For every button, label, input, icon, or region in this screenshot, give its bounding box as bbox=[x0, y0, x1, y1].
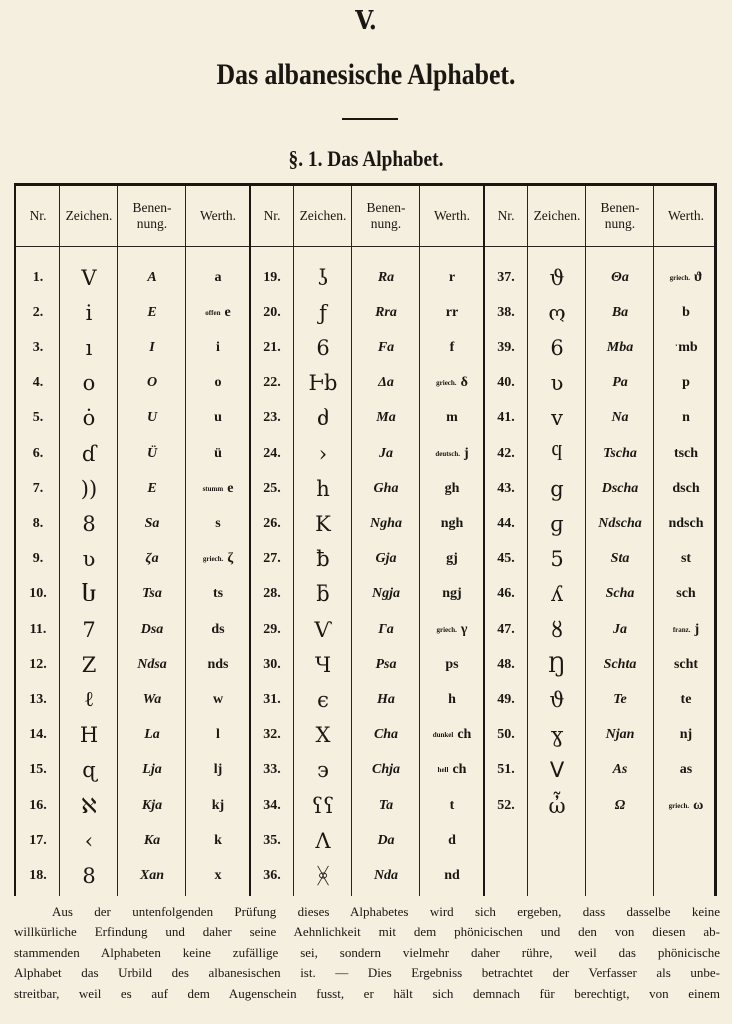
row-number: 48. bbox=[497, 656, 515, 672]
letter-value: ds bbox=[211, 621, 225, 637]
paragraph-line: willkürliche Erfindung und daher seine Aehnlichkeit mit dem phönicischen und den von diesen ab- bbox=[14, 924, 720, 940]
letter-value bbox=[420, 436, 484, 471]
albanian-glyph: h bbox=[316, 476, 330, 501]
letter-value: ü bbox=[214, 445, 222, 461]
albanian-glyph: Λ bbox=[315, 828, 331, 853]
albanian-glyph: ɣ bbox=[550, 723, 564, 748]
value-text: ϑ bbox=[694, 269, 703, 285]
value-note: offen bbox=[205, 308, 221, 317]
letter-value: nd bbox=[444, 867, 460, 883]
letter-value: gh bbox=[444, 480, 460, 496]
row-number: 39. bbox=[497, 339, 515, 355]
albanian-glyph: ϑ bbox=[549, 687, 565, 712]
value-note: deutsch. bbox=[435, 449, 461, 458]
albanian-glyph: Ч bbox=[314, 652, 332, 677]
header-benennung: Benen- nung. bbox=[366, 200, 406, 231]
letter-name: Ngja bbox=[372, 586, 400, 602]
letter-name: Ra bbox=[377, 269, 395, 285]
title-divider bbox=[342, 118, 398, 120]
letter-name: U bbox=[146, 410, 158, 426]
value-text: j bbox=[694, 621, 700, 637]
paragraph-line: Aus der untenfolgenden Prüfung dieses Alphabetes wird sich ergeben, dass dasselbe keine bbox=[52, 904, 720, 919]
letter-value: kj bbox=[211, 797, 225, 813]
albanian-glyph: ɋ bbox=[82, 758, 96, 783]
albanian-glyph: ℓ bbox=[83, 687, 95, 712]
letter-name: Ja bbox=[379, 445, 393, 461]
row-number: 20. bbox=[263, 304, 281, 320]
row-number: 26. bbox=[263, 515, 281, 531]
header-werth: Werth. bbox=[199, 208, 237, 223]
row-number: 31. bbox=[263, 691, 281, 707]
albanian-glyph: ʖ bbox=[317, 265, 329, 290]
albanian-glyph: ʋ bbox=[82, 547, 96, 572]
letter-name: Scha bbox=[605, 586, 635, 602]
row-number: 2. bbox=[32, 304, 44, 320]
header-benennung: Benen- nung. bbox=[132, 200, 172, 231]
albanian-glyph: 8 bbox=[82, 863, 96, 888]
row-number: 28. bbox=[263, 586, 281, 602]
albanian-glyph: ɡ bbox=[550, 511, 564, 536]
row-number: 43. bbox=[497, 480, 515, 496]
albanian-glyph: ɗ bbox=[81, 441, 97, 466]
letter-name: Fa bbox=[377, 339, 395, 355]
letter-value: p bbox=[682, 375, 690, 391]
letter-value: b bbox=[682, 304, 690, 320]
header-zeichen: Zeichen. bbox=[299, 208, 347, 223]
albanian-glyph: є bbox=[317, 687, 329, 712]
letter-name: Wa bbox=[142, 691, 162, 707]
letter-value: rr bbox=[445, 304, 459, 320]
letter-value bbox=[186, 295, 250, 330]
row-number: 11. bbox=[29, 621, 47, 637]
row-number: 34. bbox=[263, 797, 281, 813]
letter-name: Mba bbox=[606, 339, 634, 355]
letter-value: x bbox=[214, 867, 222, 883]
letter-value: f bbox=[449, 339, 455, 355]
letter-value: ps bbox=[445, 656, 459, 672]
row-number: 29. bbox=[263, 621, 281, 637]
letter-value: r bbox=[448, 269, 456, 285]
letter-value: ndsch bbox=[668, 515, 704, 531]
letter-name: Da bbox=[377, 832, 395, 848]
row-number: 4. bbox=[32, 375, 44, 391]
letter-name: Ngha bbox=[370, 515, 402, 531]
letter-name: Cha bbox=[373, 727, 399, 743]
letter-value: lj bbox=[213, 762, 223, 778]
letter-name: Chja bbox=[371, 762, 400, 778]
letter-name: Dsa bbox=[140, 621, 164, 637]
letter-name: Njan bbox=[605, 727, 635, 743]
letter-value: i bbox=[216, 339, 220, 355]
letter-value bbox=[420, 718, 484, 753]
value-note: griech. bbox=[669, 273, 691, 282]
albanian-glyph: Z bbox=[81, 652, 97, 677]
albanian-glyph: ὦ bbox=[548, 793, 566, 818]
row-number: 40. bbox=[497, 375, 515, 391]
albanian-glyph: V bbox=[81, 265, 97, 290]
row-number: 25. bbox=[263, 480, 281, 496]
row-number: 38. bbox=[497, 304, 515, 320]
letter-name: Nda bbox=[373, 867, 399, 883]
albanian-glyph: Ѵ bbox=[313, 617, 333, 642]
letter-name: Ka bbox=[143, 832, 161, 848]
letter-name: Tscha bbox=[603, 445, 637, 461]
paragraph-line: stammenden Alphabeten keine zufällige sei, sondern vielmehr daher rühre, weil das phönicische bbox=[14, 944, 720, 960]
letter-value: nj bbox=[679, 727, 693, 743]
letter-value: ts bbox=[212, 586, 224, 602]
row-number: 1. bbox=[32, 269, 44, 285]
letter-name: Θa bbox=[611, 269, 629, 285]
value-note: griech. bbox=[436, 625, 457, 634]
letter-value: ˑmb bbox=[674, 339, 698, 355]
letter-value: t bbox=[449, 797, 455, 813]
letter-name: Ü bbox=[146, 445, 158, 461]
albanian-glyph: v bbox=[551, 406, 563, 431]
paragraph-line: Alphabet das Urbild des albanesischen ist. — Dies Ergebniss betrachtet der Verfasser als unbe- bbox=[14, 965, 720, 981]
row-number: 36. bbox=[263, 867, 281, 883]
letter-value: ngj bbox=[442, 586, 462, 602]
albanian-glyph: 6 bbox=[316, 335, 330, 360]
letter-name: La bbox=[144, 727, 160, 743]
header-nr: Nr. bbox=[29, 208, 47, 223]
letter-value: sch bbox=[676, 586, 696, 602]
row-number: 16. bbox=[29, 797, 47, 813]
letter-value: u bbox=[214, 410, 222, 426]
value-text: ζ bbox=[227, 551, 234, 567]
letter-value: te bbox=[680, 691, 692, 707]
header-benennung: Benen- nung. bbox=[600, 200, 640, 231]
albanian-glyph: Ⴑ bbox=[81, 582, 97, 607]
row-number: 33. bbox=[263, 762, 281, 778]
letter-value: k bbox=[214, 832, 222, 848]
albanian-glyph: 5 bbox=[550, 547, 564, 572]
row-number: 49. bbox=[497, 691, 515, 707]
letter-value bbox=[420, 612, 484, 647]
albanian-glyph: o bbox=[82, 371, 96, 396]
albanian-glyph: ȯ bbox=[82, 406, 96, 431]
letter-value: h bbox=[448, 691, 456, 707]
row-number: 47. bbox=[497, 621, 515, 637]
body-paragraph bbox=[14, 902, 720, 1004]
letter-value bbox=[420, 366, 484, 401]
albanian-glyph: X bbox=[315, 723, 331, 748]
albanian-glyph: ⴸ bbox=[549, 758, 565, 783]
albanian-glyph: ı bbox=[85, 335, 93, 360]
row-number: 35. bbox=[263, 832, 281, 848]
row-number: 12. bbox=[29, 656, 47, 672]
albanian-glyph: ϑ bbox=[549, 265, 565, 290]
letter-name: Pa bbox=[612, 375, 628, 391]
albanian-glyph: 8 bbox=[82, 511, 96, 536]
letter-name: Na bbox=[611, 410, 629, 426]
header-zeichen: Zeichen. bbox=[65, 208, 113, 223]
letter-name: O bbox=[146, 375, 158, 391]
row-number: 23. bbox=[263, 410, 281, 426]
header-zeichen: Zeichen. bbox=[533, 208, 581, 223]
value-text: j bbox=[464, 445, 469, 461]
paragraph-line: streitbar, weil es auf dem Augenschein fusst, er hält sich demnach für berechtigt, von einem bbox=[14, 985, 720, 1001]
letter-name: Gha bbox=[373, 480, 399, 496]
albanian-glyph: K bbox=[315, 511, 331, 536]
albanian-glyph: ‹ bbox=[84, 828, 94, 853]
letter-value: n bbox=[682, 410, 690, 426]
albanian-glyph: ძ bbox=[316, 406, 330, 431]
letter-value: scht bbox=[673, 656, 699, 672]
value-note: griech. bbox=[668, 801, 690, 810]
row-number: 18. bbox=[29, 867, 47, 883]
header-rule bbox=[16, 246, 714, 247]
letter-value bbox=[654, 788, 718, 823]
row-number: 52. bbox=[497, 797, 515, 813]
row-number: 9. bbox=[32, 551, 44, 567]
row-number: 21. bbox=[263, 339, 281, 355]
albanian-glyph: ƀ bbox=[316, 547, 330, 572]
albanian-glyph: ʕʕ bbox=[311, 793, 335, 818]
letter-name: Tsa bbox=[142, 586, 162, 602]
letter-name: Ja bbox=[613, 621, 627, 637]
letter-value: d bbox=[448, 832, 456, 848]
row-number: 27. bbox=[263, 551, 281, 567]
row-number: 44. bbox=[497, 515, 515, 531]
albanian-glyph: ȣ bbox=[551, 617, 563, 642]
value-text: γ bbox=[460, 621, 468, 637]
row-number: 32. bbox=[263, 727, 281, 743]
value-note: franz. bbox=[672, 625, 691, 634]
letter-value: as bbox=[679, 762, 693, 778]
letter-name: Ta bbox=[378, 797, 394, 813]
letter-name: I bbox=[149, 339, 155, 355]
row-number: 6. bbox=[32, 445, 44, 461]
letter-value: gj bbox=[446, 551, 458, 567]
letter-name: Dscha bbox=[601, 480, 639, 496]
row-number: 37. bbox=[497, 269, 515, 285]
header-werth: Werth. bbox=[433, 208, 471, 223]
albanian-glyph: ʋ bbox=[550, 371, 564, 396]
row-number: 3. bbox=[32, 339, 44, 355]
row-number: 7. bbox=[32, 480, 44, 496]
row-number: 24. bbox=[263, 445, 281, 461]
letter-name: Schta bbox=[603, 656, 637, 672]
letter-name: Te bbox=[613, 691, 627, 707]
value-note: dunkel bbox=[432, 731, 454, 740]
albanian-glyph: ო bbox=[548, 300, 566, 325]
letter-name: Ndsa bbox=[137, 656, 167, 672]
letter-name: E bbox=[147, 304, 157, 320]
row-number: 46. bbox=[497, 586, 515, 602]
letter-value bbox=[654, 260, 718, 295]
albanian-glyph: Ⱶb bbox=[308, 371, 338, 396]
albanian-glyph: ϥ bbox=[551, 441, 563, 466]
albanian-glyph: ƒ bbox=[319, 300, 327, 325]
letter-name: Psa bbox=[375, 656, 397, 672]
value-text: ch bbox=[452, 762, 467, 778]
letter-value: o bbox=[214, 375, 222, 391]
value-note: griech. bbox=[202, 555, 224, 564]
albanian-glyph: Ŋ bbox=[548, 652, 566, 677]
page-title: Das albanesische Alphabet. bbox=[216, 58, 516, 91]
row-number: 5. bbox=[32, 410, 44, 426]
row-number: 17. bbox=[29, 832, 47, 848]
letter-name: Sta bbox=[610, 551, 630, 567]
letter-value: m bbox=[446, 410, 458, 426]
letter-name: Δa bbox=[378, 375, 394, 391]
row-number: 14. bbox=[29, 727, 47, 743]
row-number: 42. bbox=[497, 445, 515, 461]
value-text: ch bbox=[457, 727, 472, 743]
value-note: hell bbox=[437, 766, 449, 775]
letter-name: Ndscha bbox=[598, 515, 642, 531]
letter-value bbox=[420, 753, 484, 788]
value-text: δ bbox=[460, 375, 468, 391]
value-text: e bbox=[224, 304, 231, 320]
letter-value: tsch bbox=[673, 445, 699, 461]
letter-value: dsch bbox=[672, 480, 700, 496]
alphabet-table bbox=[14, 183, 717, 896]
letter-name: Kja bbox=[141, 797, 163, 813]
albanian-glyph: ʎ bbox=[551, 582, 563, 607]
letter-value bbox=[186, 471, 250, 506]
row-number: 30. bbox=[263, 656, 281, 672]
row-number: 15. bbox=[29, 762, 47, 778]
albanian-glyph: H bbox=[79, 723, 99, 748]
albanian-glyph: g bbox=[550, 476, 564, 501]
letter-value: ngh bbox=[440, 515, 464, 531]
letter-name: Ba bbox=[611, 304, 629, 320]
row-number: 19. bbox=[263, 269, 281, 285]
letter-name: ζa bbox=[145, 551, 159, 567]
letter-value: a bbox=[214, 269, 222, 285]
row-number: 41. bbox=[497, 410, 515, 426]
header-nr: Nr. bbox=[497, 208, 515, 223]
value-note: griech. bbox=[436, 379, 457, 388]
letter-name: Γa bbox=[378, 621, 394, 637]
row-number: 13. bbox=[29, 691, 47, 707]
letter-value bbox=[654, 612, 718, 647]
albanian-glyph: ᚸ bbox=[316, 863, 330, 888]
header-werth: Werth. bbox=[667, 208, 705, 223]
letter-value: l bbox=[216, 727, 220, 743]
letter-name: Ha bbox=[377, 691, 395, 707]
albanian-glyph: ℵ bbox=[81, 793, 97, 818]
albanian-glyph: › bbox=[318, 441, 328, 466]
albanian-glyph: i bbox=[85, 300, 93, 325]
row-number: 51. bbox=[497, 762, 515, 778]
row-number: 8. bbox=[32, 515, 44, 531]
letter-name: Lja bbox=[142, 762, 162, 778]
albanian-glyph: )) bbox=[80, 476, 98, 501]
letter-name: Gja bbox=[375, 551, 397, 567]
letter-name: Ma bbox=[376, 410, 396, 426]
albanian-glyph: ƃ bbox=[316, 582, 330, 607]
row-number: 45. bbox=[497, 551, 515, 567]
row-number: 10. bbox=[29, 586, 47, 602]
albanian-glyph: ϶ bbox=[317, 758, 329, 783]
letter-name: A bbox=[147, 269, 157, 285]
letter-name: As bbox=[612, 762, 628, 778]
value-text: e bbox=[227, 480, 234, 496]
value-note: stumm bbox=[202, 484, 224, 493]
header-nr: Nr. bbox=[263, 208, 281, 223]
letter-value: nds bbox=[207, 656, 229, 672]
letter-value: s bbox=[215, 515, 221, 531]
chapter-number: V. bbox=[355, 6, 377, 36]
albanian-glyph: 7 bbox=[82, 617, 96, 642]
row-number: 22. bbox=[263, 375, 281, 391]
row-number: 50. bbox=[497, 727, 515, 743]
letter-name: Xan bbox=[139, 867, 165, 883]
letter-name: Ω bbox=[614, 797, 626, 813]
section-heading: §. 1. Das Alphabet. bbox=[288, 146, 444, 171]
albanian-glyph: 6 bbox=[550, 335, 564, 360]
letter-value: st bbox=[680, 551, 692, 567]
letter-value bbox=[186, 542, 250, 577]
letter-name: Sa bbox=[144, 515, 160, 531]
letter-value: w bbox=[212, 691, 224, 707]
value-text: ω bbox=[693, 797, 704, 813]
letter-name: Rra bbox=[375, 304, 397, 320]
letter-name: E bbox=[147, 480, 157, 496]
